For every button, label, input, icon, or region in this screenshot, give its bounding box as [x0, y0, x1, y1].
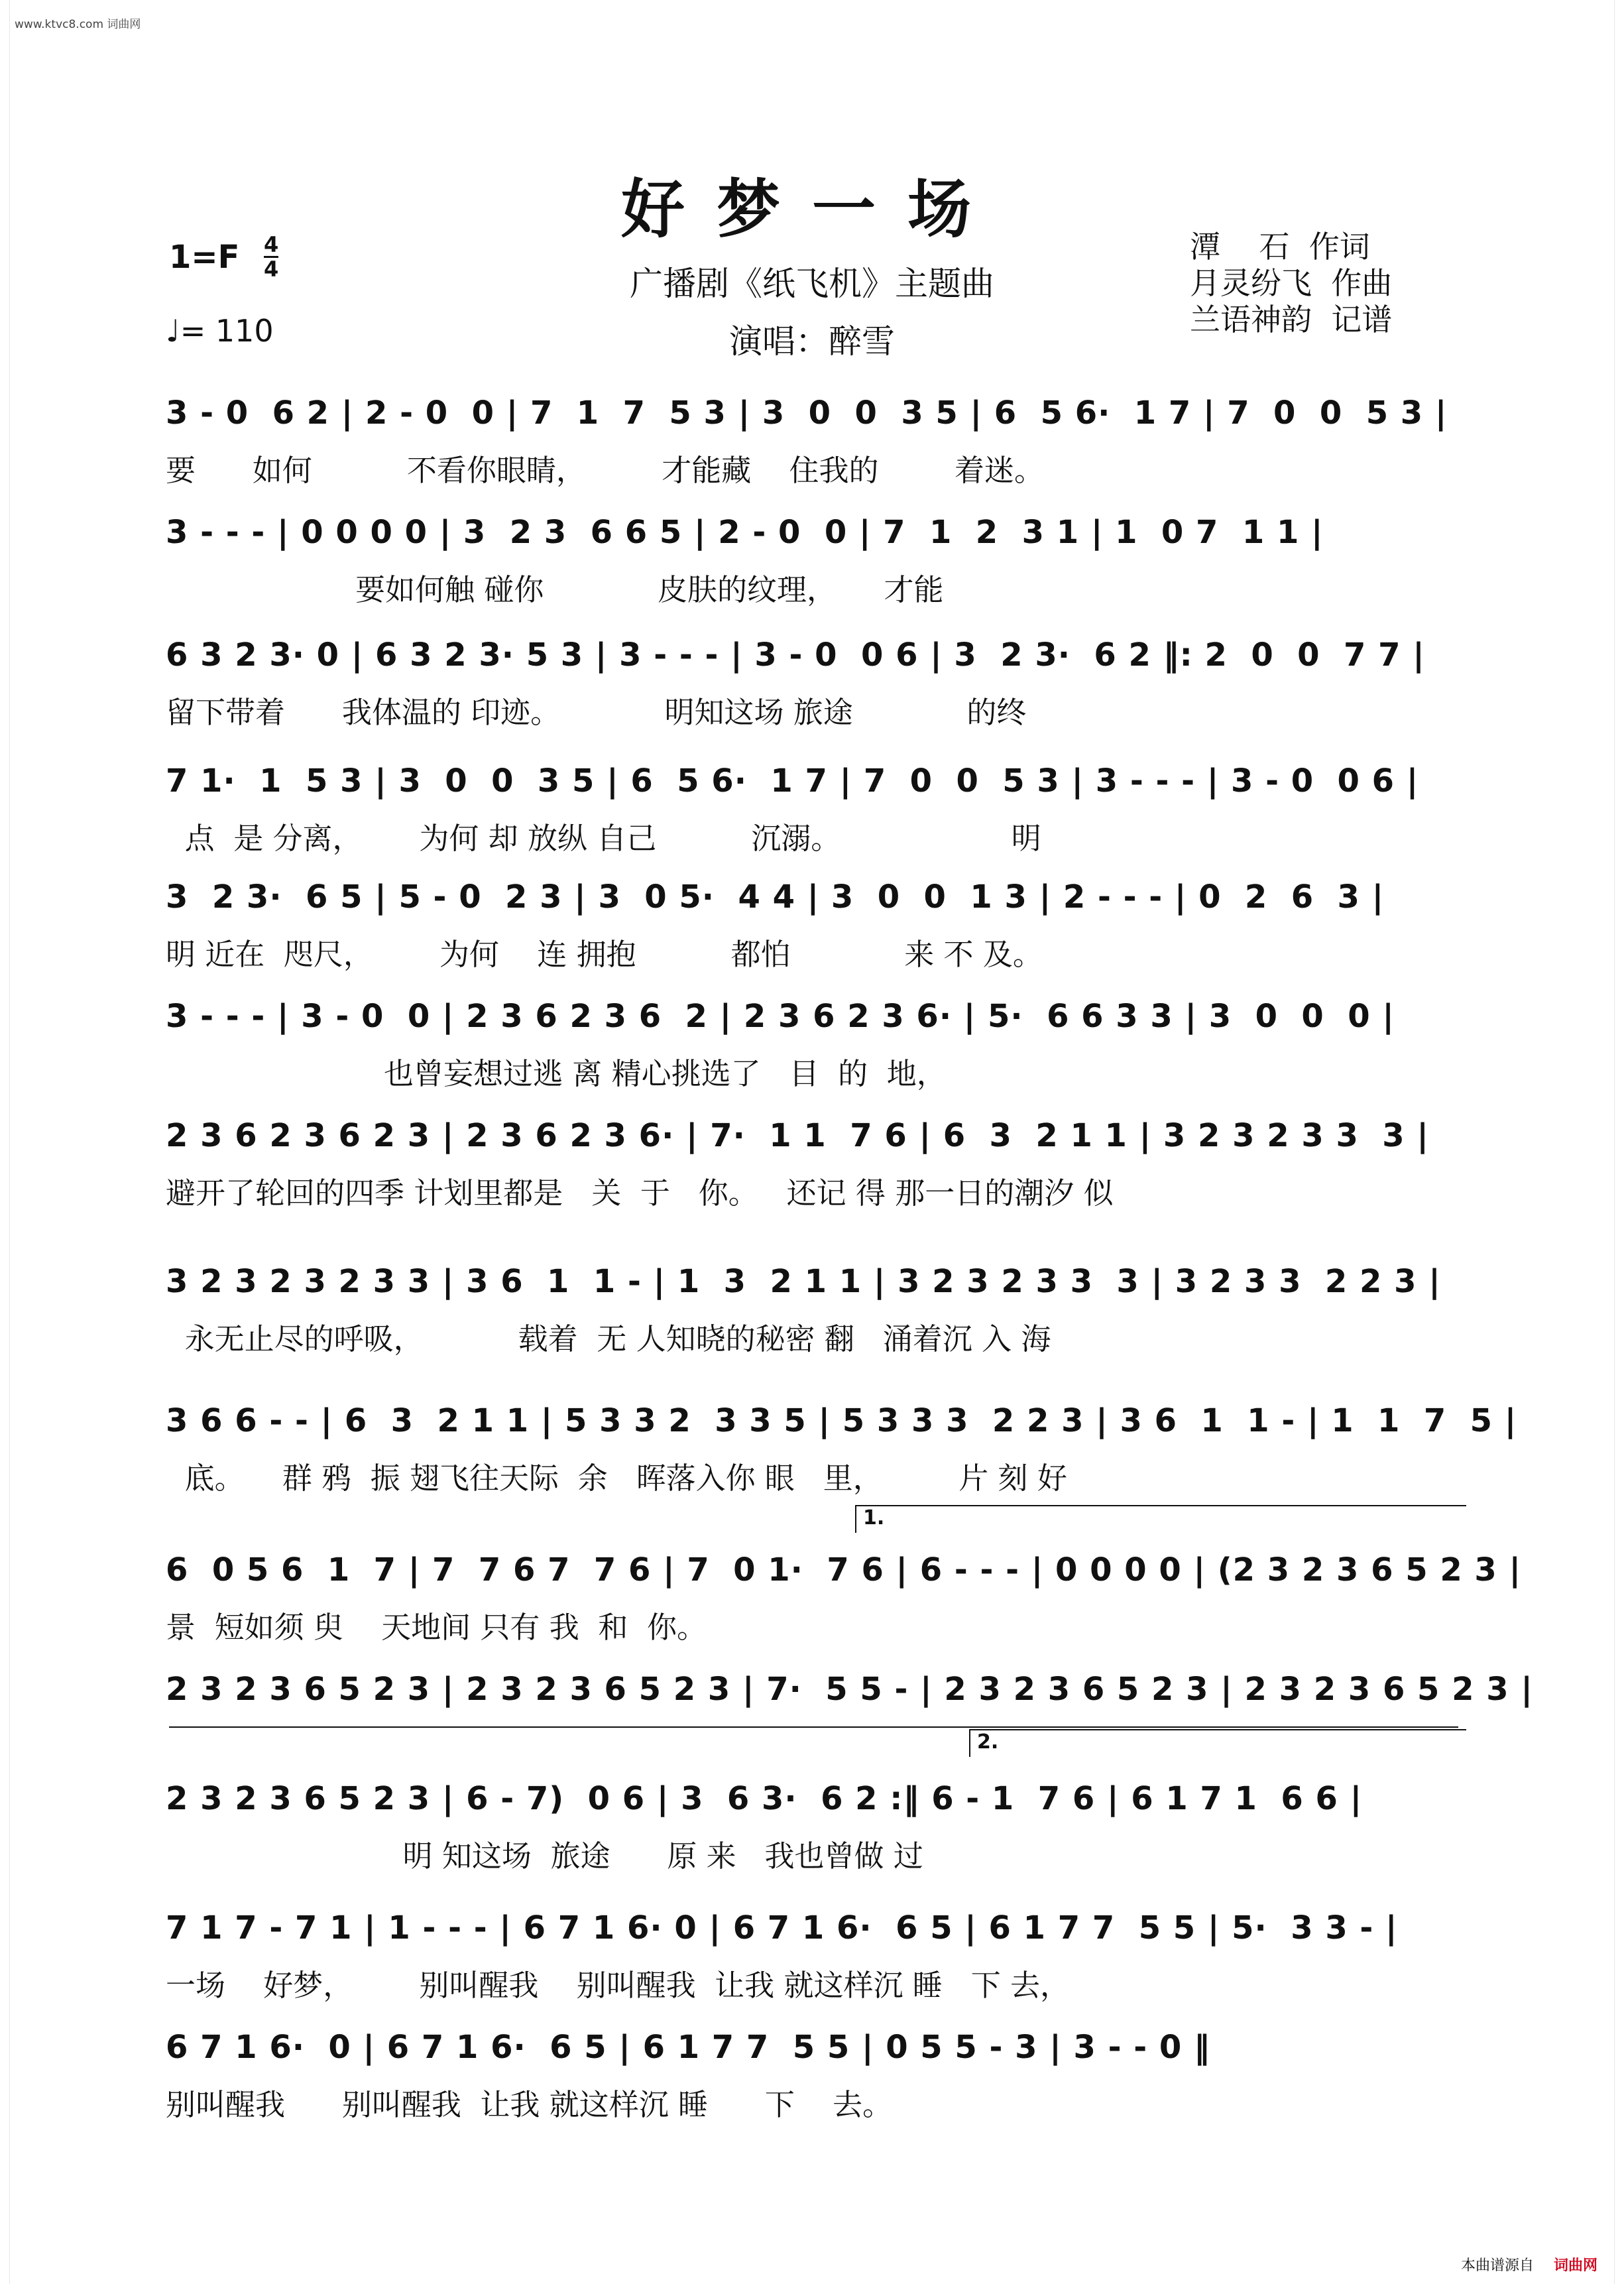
song-title: 好梦一场: [621, 172, 1003, 247]
song-subtitle: 广播剧《纸飞机》主题曲: [630, 265, 994, 303]
key-signature: 1=F: [169, 239, 240, 276]
volta-second-ending: 2.: [969, 1729, 1466, 1757]
lyric-line: 景 短如须 臾 天地间 只有 我 和 你。: [166, 1610, 707, 1645]
lyric-line: 一场 好梦， 别叫醒我 别叫醒我 让我 就这样沉 睡 下 去，: [166, 1968, 1070, 2003]
score-row: [166, 878, 1460, 973]
footer-source: [1461, 2254, 1597, 2275]
notation-line: 6 7 1 6· 0 | 6 7 1 6· 6 5 | 6 1 7 7 5 5 | 0 5 5 - 3 | 3 - - 0 ‖: [166, 2029, 1210, 2066]
lyric-line: 要 如何 不看你眼睛， 才能藏 住我的 着迷。: [166, 453, 1044, 488]
notation-line: 2 3 2 3 6 5 2 3 | 6 - 7) 0 6 | 3 6 3· 6 2 :‖ 6 - 1 7 6 | 6 1 7 1 6 6 |: [166, 1780, 1363, 1817]
score-row: [166, 514, 1460, 609]
score-row: [166, 1551, 1522, 1646]
lyric-line: 明 近在 咫尺， 为何 连 拥抱 都怕 来 不 及。: [166, 937, 1043, 972]
lyric-line: 避开了轮回的四季 计划里都是 关 于 你。 还记 得 那一日的潮汐 似: [166, 1175, 1114, 1211]
footer-brand: 词曲网: [1553, 2257, 1597, 2274]
composer-credits: 潭 石 作词 月灵纷飞 作曲 兰语神韵 记谱: [1190, 229, 1393, 337]
time-signature-top: 4: [264, 232, 279, 257]
score-row: [166, 1780, 1460, 1875]
score-row: [166, 998, 1460, 1093]
score-row: [166, 2029, 1460, 2124]
lyric-line: 也曾妄想过逃 离 精心挑选了 目 的 地，: [166, 1056, 947, 1091]
score-row: [166, 1117, 1460, 1212]
lyric-line: 底。 群 鸦 振 翅飞往天际 余 晖落入你 眼 里， 片 刻 好: [166, 1461, 1067, 1496]
lyric-line: 留下带着 我体温的 印迹。 明知这场 旅途 的终: [166, 695, 1027, 730]
lyric-line: 永无止尽的呼吸， 载着 无 人知晓的秘密 翻 涌着沉 入 海: [166, 1321, 1051, 1356]
score-row: [166, 1671, 1533, 1722]
volta-first-ending: 1.: [855, 1505, 1466, 1533]
score-row: [166, 1263, 1460, 1358]
notation-line: 6 0 5 6 1 7 | 7 7 6 7 7 6 | 7 0 1· 7 6 | 6 - - - | 0 0 0 0 | (2 3 2 3 6 5 2 3 |: [166, 1551, 1522, 1589]
site-watermark: www.ktvc8.com 词曲网: [15, 18, 141, 31]
lyric-line: 明 知这场 旅途 原 来 我也曾做 过: [166, 1838, 923, 1874]
footer-text: 本曲谱源自: [1460, 2257, 1534, 2274]
notation-line: 6 3 2 3· 0 | 6 3 2 3· 5 3 | 3 - - - | 3 - 0 0 6 | 3 2 3· 6 2 ‖: 2 0 0 7 7 |: [166, 636, 1425, 674]
score-row: [166, 1909, 1460, 2004]
score-row: [166, 636, 1460, 731]
lyric-line: 要如何触 碰你 皮肤的纹理， 才能: [166, 572, 944, 607]
time-signature-bottom: 4: [264, 257, 279, 282]
notation-line: 7 1· 1 5 3 | 3 0 0 3 5 | 6 5 6· 1 7 | 7 0 0 5 3 | 3 - - - | 3 - 0 0 6 |: [166, 762, 1419, 800]
time-signature: [264, 233, 278, 280]
notation-line: 3 6 6 - - | 6 3 2 1 1 | 5 3 3 2 3 3 5 | 5 3 3 3 2 2 3 | 3 6 1 1 - | 1 1 7 5 |: [166, 1402, 1517, 1439]
tempo-marking: ♩= 110: [166, 313, 274, 349]
notation-line: 3 - 0 6 2 | 2 - 0 0 | 7 1 7 5 3 | 3 0 0 3 5 | 6 5 6· 1 7 | 7 0 0 5 3 |: [166, 394, 1448, 432]
score-row: [166, 1402, 1517, 1497]
singer-credit: 演唱：醉雪: [729, 322, 895, 361]
notation-line: 3 2 3 2 3 2 3 3 | 3 6 1 1 - | 1 3 2 1 1 | 3 2 3 2 3 3 3 | 3 2 3 3 2 2 3 |: [166, 1263, 1441, 1300]
score-row: [166, 762, 1460, 857]
notation-line: 2 3 2 3 6 5 2 3 | 2 3 2 3 6 5 2 3 | 7· 5 5 - | 2 3 2 3 6 5 2 3 | 2 3 2 3 6 5 2 3 |: [166, 1671, 1533, 1708]
score-row: [166, 394, 1460, 489]
notation-line: 3 - - - | 0 0 0 0 | 3 2 3 6 6 5 | 2 - 0 0 | 7 1 2 3 1 | 1 0 7 1 1 |: [166, 514, 1324, 551]
notation-line: 7 1 7 - 7 1 | 1 - - - | 6 7 1 6· 0 | 6 7 1 6· 6 5 | 6 1 7 7 5 5 | 5· 3 3 - |: [166, 1909, 1398, 1947]
lyric-line: 点 是 分离， 为何 却 放纵 自己 沉溺。 明: [166, 821, 1041, 856]
notation-line: 3 2 3· 6 5 | 5 - 0 2 3 | 3 0 5· 4 4 | 3 0 0 1 3 | 2 - - - | 0 2 6 3 |: [166, 878, 1385, 916]
notation-line: 2 3 6 2 3 6 2 3 | 2 3 6 2 3 6· | 7· 1 1 7 6 | 6 3 2 1 1 | 3 2 3 2 3 3 3 |: [166, 1117, 1429, 1154]
notation-line: 3 - - - | 3 - 0 0 | 2 3 6 2 3 6 2 | 2 3 6 2 3 6· | 5· 6 6 3 3 | 3 0 0 0 |: [166, 998, 1395, 1035]
lyric-line: 别叫醒我 别叫醒我 让我 就这样沉 睡 下 去。: [166, 2087, 893, 2122]
